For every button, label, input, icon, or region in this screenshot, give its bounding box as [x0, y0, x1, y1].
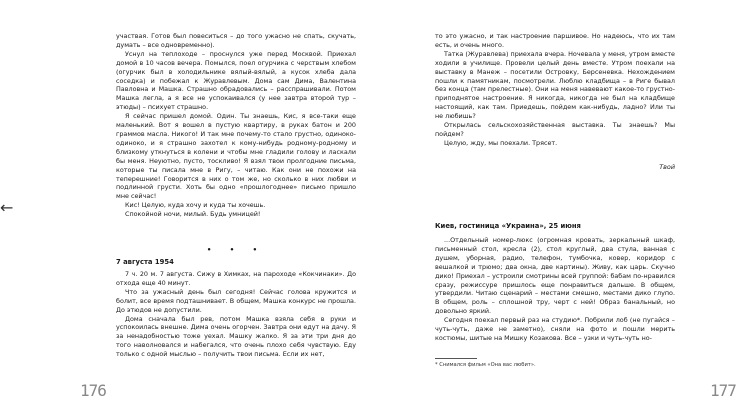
left-page-text — [116, 32, 356, 219]
page-number-left: 176 — [80, 381, 106, 400]
footnote: * Снимался фильм «Она вас любит». — [435, 362, 536, 368]
right-page-text — [435, 32, 675, 148]
paragraph: Сегодня поехал первый раз на студию*. Побрили лоб (не пугайся – чуть-чуть, даже не заметно), сняли на фото и пошли мерить костюмы, шитые на Мишку Козакова. Все – узки и чуть-чуть но- — [435, 316, 675, 342]
section-separator: • • • — [206, 246, 266, 254]
paragraph: Открылась сельскохозяйственная выставка. Ты знаешь? Мы пойдем? — [435, 121, 675, 138]
page-number-right: 177 — [710, 381, 736, 400]
paragraph: Кис! Целую, куда хочу и куда ты хочешь. — [125, 201, 266, 210]
paragraph: Целую, жду, мы поехали. Трясет. — [444, 138, 558, 147]
paragraph: ...Отдельный номер-люкс (огромная кровать, зеркальный шкаф, письменный стол, кресла (2), стол круглый, два стула, ванная с душем, уборная, радио, телефон, тумбочка, ковер, коридор с вешалкой и трюмо; два окна, две картины). Живу, как царь. Скучно дико! Приехал – устроили смотрины всей группой: бабам по-нравился сразу, режиссуре пришлось еще понравиться дальше. В общем, утвердили. Читаю сценарий – местами смешно, местами дико глупо. В общем, роль – сплошной тру, черт с ней! Образ банальный, но довольно яркий. — [435, 236, 675, 316]
left-page-text-2 — [116, 270, 356, 359]
section-heading: Киев, гостиница «Украина», 25 июня — [435, 222, 581, 230]
section-heading: 7 августа 1954 — [116, 258, 174, 266]
footnote-rule — [435, 358, 477, 359]
paragraph: Я сейчас пришел домой. Один. Ты знаешь, Кис, я все-таки еще маленький. Вот я вошел в пустую квартиру, в руках батон и 200 граммов масла. Никого! И так мне почему-то стало грустно, одиноко-одиноко, и я страшно захотел к кому-нибудь родному-родному и близкому уткнуться в колени и чтобы мне гладили голову и ласкали бы меня. Неуютно, пусто, тоскливо! Я взял твои пролгодние письма, которые ты писала мне в Ригу, – читаю. Как они не похожи на теперешние! Говорится в них о том же, но сколько в них любви и подлинной грусти. Хоть бы одно «прошлогоднее» письмо пришло мне сейчас! — [116, 112, 356, 201]
paragraph: Спокойной ночи, милый. Будь умницей! — [125, 210, 261, 219]
paragraph: Татка (Журавлева) приехала вчера. Ночевала у меня, утром вместе ходили в училище. Провели целый день вместе. Утром поехали на выставку в Манеж – посетили Островку, Берсеневка. Нехождением пошли к памятникам, посмотрели. Люблю кладбища – в Риге бывал без конца (там прелестные). Они на меня навевают какое-то грустно-приподнятое настроение. Я никогда, никогда не был на кладбище настоящий, как там. Приедешь, пойдем как-нибудь, ладно? Или ты не любишь? — [435, 49, 675, 121]
paragraph: Уснул на теплоходе – проснулся уже перед Москвой. Приехал домой в 10 часов вечера. Помылся, поел огурчика с черствым хлебом (огурчик был в холодильнике вялый-вялый, а кусок хлеба дала соседка) и побежал к Журавлевым. Дома сам Дима, Валентина Павловна и Машка. Страшно обрадовались – расспрашивали. Потом Машка легла, а я все не успокаивался (у нее завтра второй тур – этюды) – психует страшно. — [116, 49, 356, 112]
paragraph: участвая. Готов был повеситься – до того ужасно не спать, скучать, думать – все одновременно). — [116, 32, 356, 49]
paragraph: Что за ужасный день был сегодня! Сейчас голова кружится и болит, все время подташнивает. В общем, Машка конкурс не прошла. До этюдов не допустили. — [116, 287, 356, 314]
letter-signature: Твой — [659, 163, 675, 171]
right-page-text-2 — [435, 236, 675, 343]
paragraph: Дома сначала был рев, потом Машка взяла себя в руки и успокоилась внешне. Дима очень огорчен. Завтра они едут на дачу. Я за ненадобностью тоже уехал. Машку жалко. Я за эти три дня до того наволновался и набегался, что очень плохо себя чувствую. Еду только с одной мыслью – получить твои письма. Если их нет, — [116, 314, 356, 359]
paragraph: то это ужасно, и так настроение паршивое. Но надеюсь, что их там есть, и очень много. — [435, 32, 675, 49]
back-arrow-icon[interactable]: ← — [0, 198, 14, 217]
paragraph: 7 ч. 20 м. 7 августа. Сижу в Химках, на пароходе «Кокчинаки». До отхода еще 40 минут. — [116, 270, 356, 287]
